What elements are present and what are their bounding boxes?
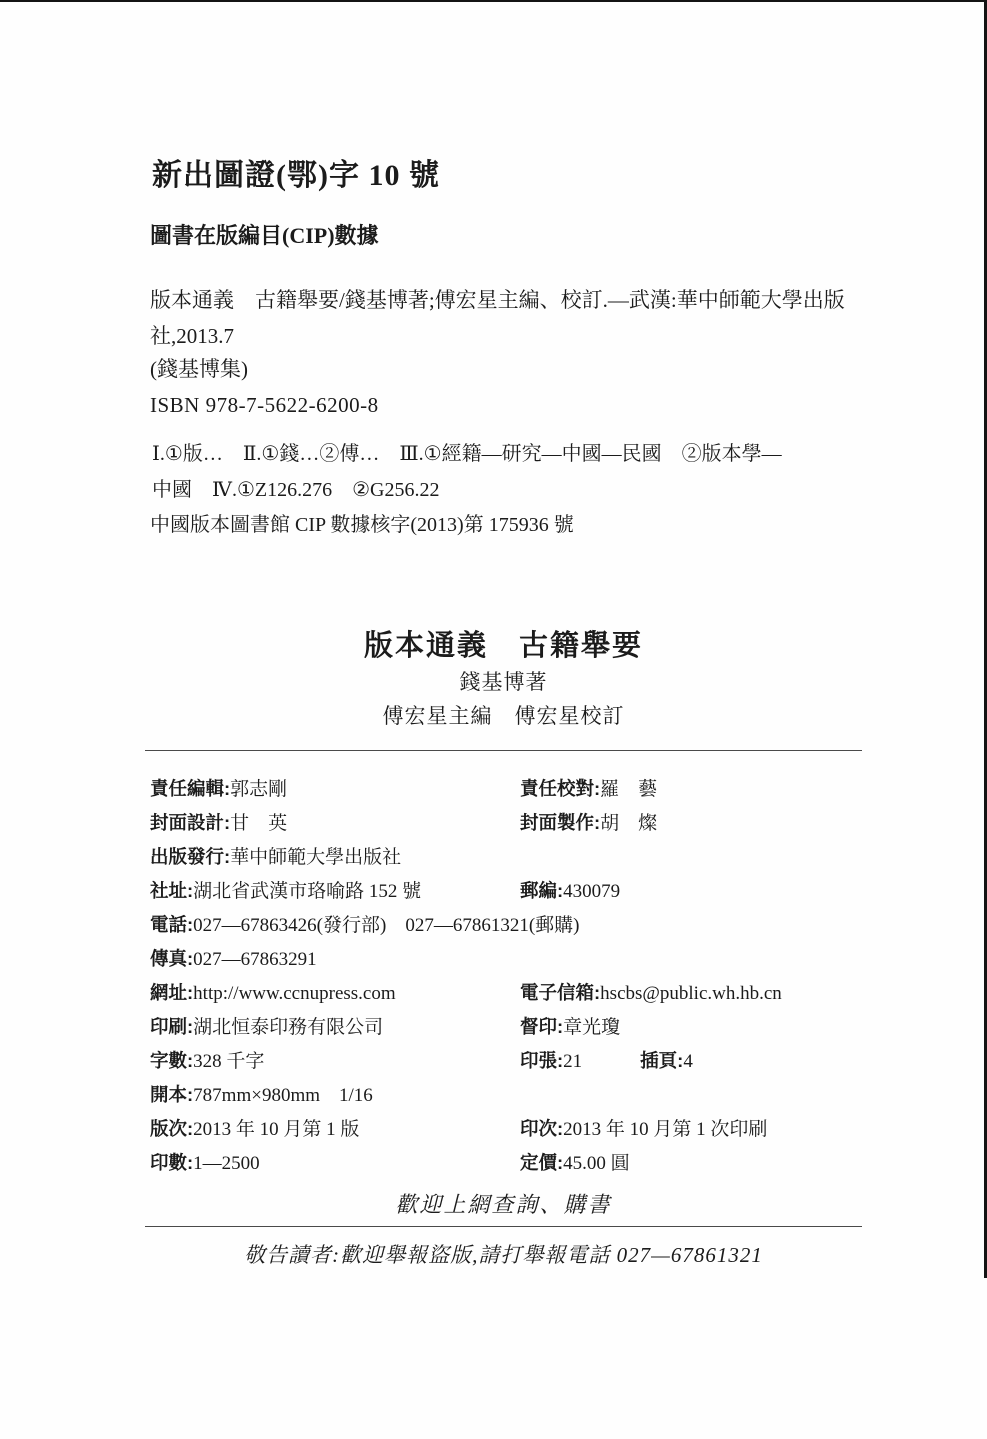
colophon-label: 網址: [150,982,194,1003]
colophon-table [150,772,862,1180]
divider-rule-bottom [145,1226,862,1227]
colophon-value: 郭志剛 [230,779,288,800]
colophon-value: 胡 燦 [600,813,658,834]
colophon-row [150,1044,862,1078]
colophon-label: 督印: [520,1016,564,1037]
divider-rule-top [145,750,862,751]
colophon-value: 2013 年 10 月第 1 版 [193,1119,360,1140]
cip-classification-line2: 中國 Ⅳ.①Z126.276 ②G256.22 [152,479,440,501]
piracy-warning: 敬告讀者:歡迎舉報盜版,請打舉報電話 027—67861321 [244,1243,763,1267]
colophon-row [150,1112,862,1146]
cip-record-number: 中國版本圖書館 CIP 數據核字(2013)第 175936 號 [150,514,574,536]
colophon-label: 字數: [150,1050,194,1071]
colophon-label: 封面設計: [150,812,231,833]
colophon-value: 湖北省武漢市珞喻路 152 號 [193,881,422,902]
cip-entry-line2: 社,2013.7 [150,324,234,348]
colophon-row [150,840,862,874]
cip-series-note: (錢基博集) [150,357,248,381]
colophon-label: 定價: [520,1152,564,1173]
colophon-label: 出版發行: [150,846,231,867]
colophon-row [150,908,862,942]
colophon-label: 印張: [520,1050,564,1071]
colophon-value: 027—67863291 [193,949,317,970]
colophon-value: 328 千字 [193,1051,265,1072]
colophon-row [150,1078,862,1112]
cip-entry-line1: 版本通義 古籍舉要/錢基博著;傅宏星主編、校訂.—武漢:華中師範大學出版 [150,288,845,312]
web-notice: 歡迎上網查詢、購書 [395,1192,612,1217]
cip-classification [152,436,942,508]
colophon-value: 1—2500 [193,1153,260,1174]
colophon-label: 插頁: [640,1050,684,1071]
isbn: ISBN 978-7-5622-6200-8 [150,393,379,417]
colophon-label: 責任編輯: [150,778,231,799]
registration-number: 新出圖證(鄂)字 10 號 [152,159,440,192]
book-title: 版本通義 古籍舉要 [363,630,643,662]
colophon-row [150,1010,862,1044]
colophon-value: 華中師範大學出版社 [230,847,402,868]
colophon-label: 電子信箱: [520,982,601,1003]
book-editors: 傅宏星主編 傅宏星校訂 [382,704,625,728]
colophon-label: 郵編: [520,880,564,901]
colophon-label: 傳真: [150,948,194,969]
colophon-value: 027—67863426(發行部) 027—67861321(郵購) [193,915,580,936]
colophon-value: 787mm×980mm 1/16 [193,1085,373,1106]
colophon-row [150,1146,862,1180]
colophon-value: 2013 年 10 月第 1 次印刷 [563,1119,768,1140]
colophon-label: 電話: [150,914,194,935]
colophon-value: 4 [683,1051,693,1072]
colophon-value: hscbs@public.wh.hb.cn [600,983,782,1004]
colophon-value: 21 [563,1051,583,1072]
cip-entry [150,282,940,354]
colophon-row [150,976,862,1010]
colophon-label: 封面製作: [520,812,601,833]
colophon-value: 羅 藝 [600,779,658,800]
colophon-value: 章光瓊 [563,1017,621,1038]
colophon-label: 版次: [150,1118,194,1139]
colophon-value: http://www.ccnupress.com [193,983,396,1004]
colophon-row [150,772,862,806]
cip-classification-line1: Ⅰ.①版… Ⅱ.①錢…②傅… Ⅲ.①經籍—研究—中國—民國 ②版本學— [152,443,782,465]
colophon-value: 430079 [563,881,621,902]
colophon-label: 社址: [150,880,194,901]
colophon-label: 印數: [150,1152,194,1173]
colophon-row [150,874,862,908]
colophon-row [150,806,862,840]
book-author: 錢基博著 [459,670,548,694]
colophon-label: 開本: [150,1084,194,1105]
colophon-row [150,942,862,976]
colophon-label: 印次: [520,1118,564,1139]
colophon-value: 45.00 圓 [563,1153,630,1174]
colophon-label: 印刷: [150,1016,194,1037]
colophon-value: 湖北恒泰印務有限公司 [193,1017,384,1038]
colophon-value: 甘 英 [230,813,288,834]
cip-heading: 圖書在版編目(CIP)數據 [150,223,379,248]
scan-edge-top [0,0,987,2]
colophon-label: 責任校對: [520,778,601,799]
